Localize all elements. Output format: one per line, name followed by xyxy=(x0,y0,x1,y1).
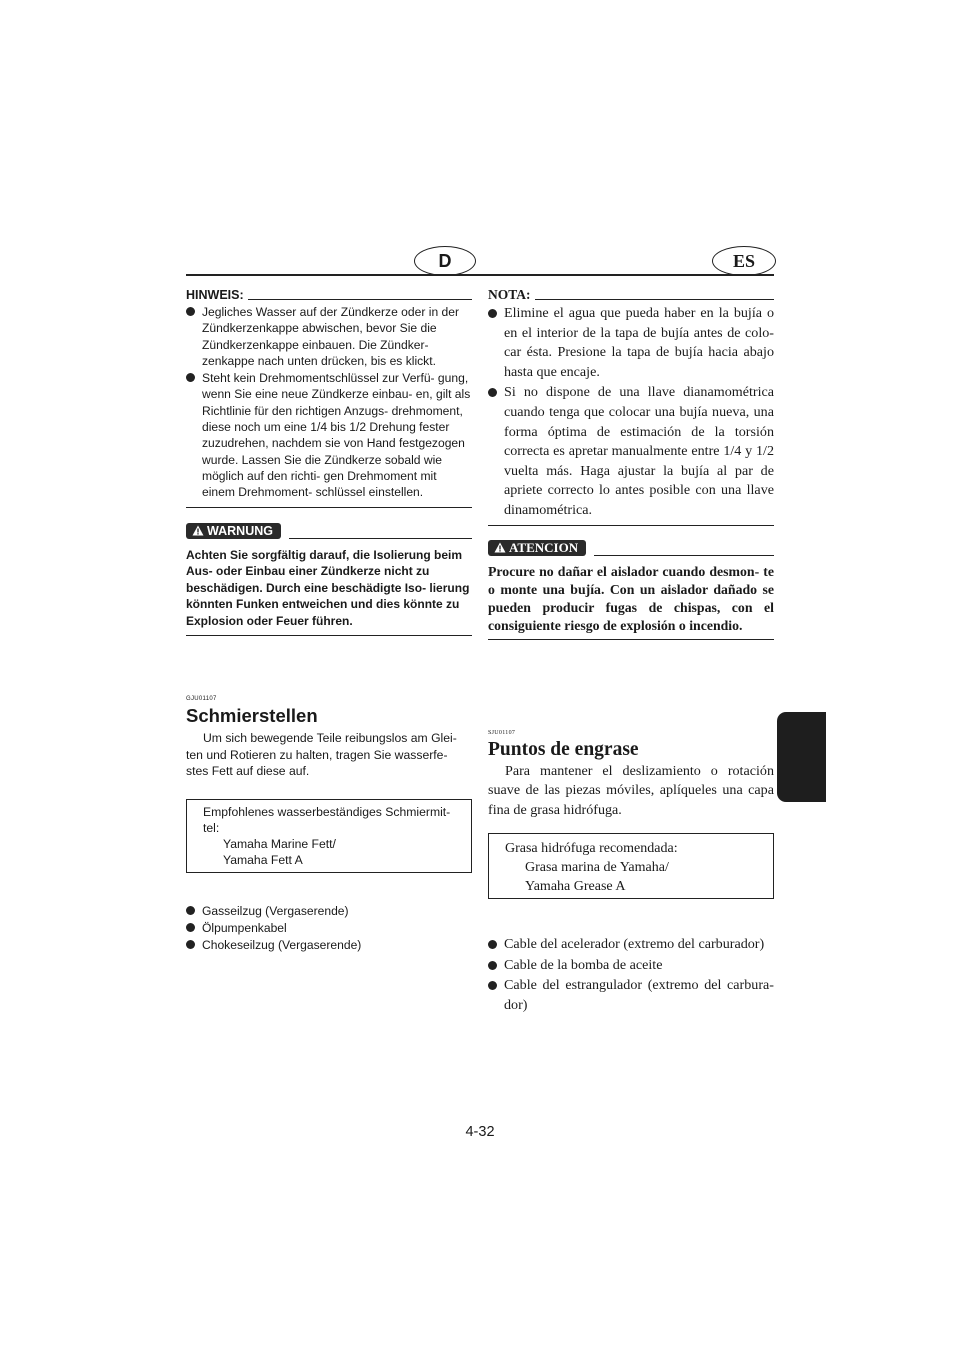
note-label: NOTA: xyxy=(488,287,531,302)
lubricant-line: Yamaha Marine Fett/ xyxy=(223,837,336,852)
note-list xyxy=(488,304,774,521)
warning-badge xyxy=(488,540,586,556)
lubricant-heading: Empfohlenes wasserbeständiges Schmiermit- tel: xyxy=(203,804,451,835)
warning-end-rule xyxy=(186,635,472,636)
lubricant-box xyxy=(488,833,774,899)
note-item: Steht kein Drehmomentschlüssel zur Verfü- gung, wenn Sie eine neue Zündkerze einbau- en, gilt als Richtlinie für den richtigen Anzugs- drehmoment, diese noch um eine 1/4 bis 1/2 Drehung fester zuzudrehen, nachdem sie von Hand festgezogen wurde. Lassen Sie die Zündkerze sobald wie möglich auf den richti- gen Drehmoment mit einem Drehmoment- schlüssel einstellen. xyxy=(186,370,472,500)
lubrication-points xyxy=(186,903,472,954)
note-label: HINWEIS: xyxy=(186,288,244,302)
section-title: Schmierstellen xyxy=(186,705,318,727)
section-code: GJU01107 xyxy=(186,696,217,703)
chapter-tab-edge xyxy=(806,712,826,802)
warning-text: Procure no dañar el aislador cuando desmon- te o monte una bujía. Con un aislador dañado se pueden producir fugas de chispas, con el consiguiente riesgo de explosión o incendio. xyxy=(488,563,774,633)
language-code: ES xyxy=(732,250,756,271)
note-list xyxy=(186,304,472,501)
warning-heading xyxy=(186,521,472,539)
note-item: Jegliches Wasser auf der Zündkerze oder in der Zündkerzenkappe abwischen, bevor Sie die Zündkerzenkappe einbauen. Die Zündker- zenkappe nach unten drücken, bis es klickt. xyxy=(186,304,472,369)
lubrication-points xyxy=(488,935,774,1015)
german-column xyxy=(186,286,472,953)
warning-triangle-icon xyxy=(494,542,506,553)
language-badge-spanish xyxy=(712,246,776,276)
warning-rule xyxy=(289,538,472,539)
lubricant-line: Grasa marina de Yamaha/ xyxy=(525,860,669,876)
language-badge-german xyxy=(414,246,476,276)
spanish-column xyxy=(488,286,774,1015)
warning-badge xyxy=(186,523,281,539)
section-title: Puntos de engrase xyxy=(488,738,639,760)
note-rule xyxy=(248,299,472,300)
warning-triangle-icon xyxy=(192,525,204,536)
note-heading xyxy=(488,286,774,302)
lubrication-point: Ölpumpenkabel xyxy=(186,920,472,936)
warning-rule xyxy=(594,555,774,556)
lubrication-point: Cable de la bomba de aceite xyxy=(488,956,774,976)
note-end-rule xyxy=(186,507,472,508)
note-item: Elimine el agua que pueda haber en la bujía o en el interior de la tapa de bujía antes de colo- car ésta. Presione la tapa de bujía hacia abajo hasta que encaje. xyxy=(488,304,774,382)
lubricant-box xyxy=(186,799,472,873)
language-code: D xyxy=(438,250,452,271)
warning-label: ATENCION xyxy=(509,539,579,555)
note-item: Si no dispone de una llave dianamométrica cuando tenga que colocar una bujía nueva, una forma óptima de estimación de la torsión correcta es apretar manualmente entre 1/4 y 1/2 vuelta más. Haga ajustar la bujía al par de apriete correcto lo antes posible con una llave dinamométrica. xyxy=(488,383,774,520)
lubrication-point: Chokeseilzug (Vergaserende) xyxy=(186,937,472,953)
lubricant-heading: Grasa hidrófuga recomendada: xyxy=(505,841,678,857)
lubrication-point: Cable del estrangulador (extremo del carbura- dor) xyxy=(488,976,774,1015)
note-heading xyxy=(186,286,472,302)
header-rule xyxy=(186,274,774,276)
lubrication-point: Cable del acelerador (extremo del carburador) xyxy=(488,935,774,955)
lubrication-point: Gasseilzug (Vergaserende) xyxy=(186,903,472,919)
warning-text: Achten Sie sorgfältig darauf, die Isolierung beim Aus- oder Einbau einer Zündkerze nicht zu beschädigen. Durch eine beschädigte Iso- lierung könnten Funken entweichen und dies könnte zu Explosion oder Feuer führen. xyxy=(186,547,470,628)
page-number: 4-32 xyxy=(465,1124,495,1140)
note-end-rule xyxy=(488,525,774,526)
warning-label: WARNUNG xyxy=(207,523,273,538)
section-body: Para mantener el deslizamiento o rotación suave de las piezas móviles, aplíqueles una capa fina de grasa hidrófuga. xyxy=(488,762,774,818)
note-rule xyxy=(535,299,775,300)
section-code: SJU01107 xyxy=(488,729,516,736)
lubricant-line: Yamaha Grease A xyxy=(525,879,626,895)
warning-end-rule xyxy=(488,639,774,640)
lubricant-line: Yamaha Fett A xyxy=(223,853,303,868)
section-body: Um sich bewegende Teile reibungslos am Glei- ten und Rotieren zu halten, tragen Sie wasserfe- stes Fett auf diese auf. xyxy=(186,731,457,779)
warning-heading xyxy=(488,538,774,556)
